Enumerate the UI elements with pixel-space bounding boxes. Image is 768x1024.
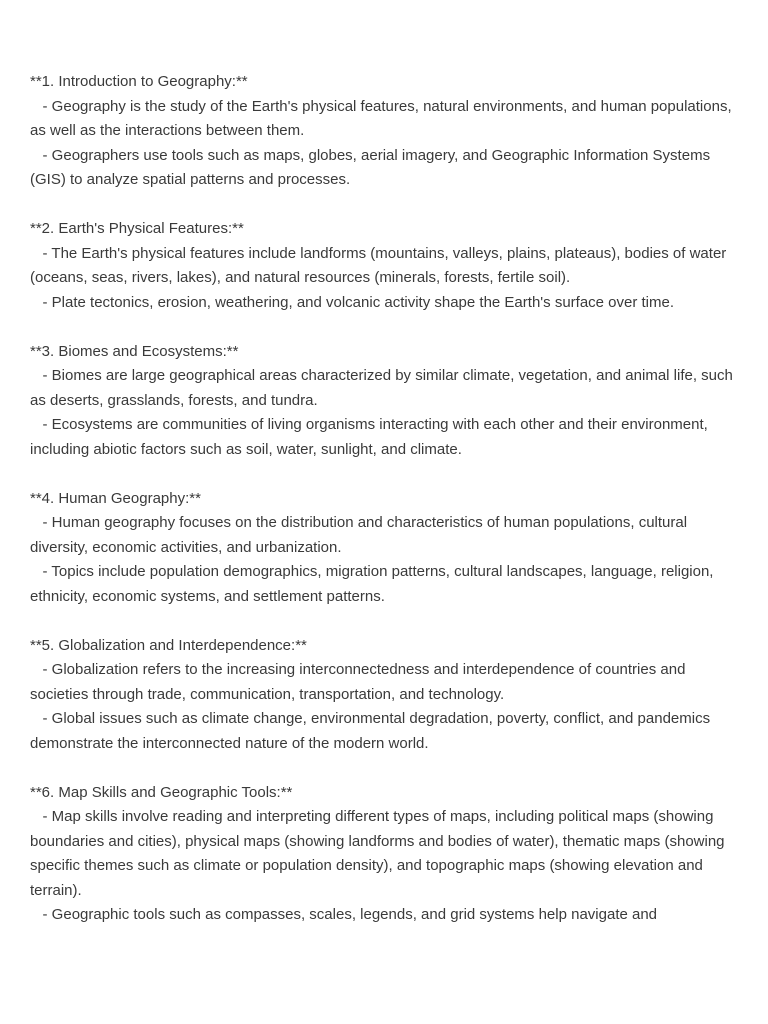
section-heading: **4. Human Geography:** (30, 489, 201, 507)
section-map-skills (30, 781, 742, 928)
bullet-point: - Plate tectonics, erosion, weathering, and volcanic activity shape the Earth's surface over time. (30, 293, 675, 311)
section-biomes (30, 340, 742, 463)
document-body (30, 70, 742, 952)
bullet-point: - Ecosystems are communities of living organisms interacting with each other and their environment, including abiotic factors such as soil, water, sunlight, and climate. (30, 416, 712, 458)
bullet-point: - Globalization refers to the increasing interconnectedness and interdependence of countries and societies through trade, communication, transportation, and technology. (30, 661, 690, 703)
bullet-point: - The Earth's physical features include landforms (mountains, valleys, plains, plateaus), bodies of water (oceans, seas, rivers, lakes), and natural resources (minerals, forests, fertile soil). (30, 244, 731, 286)
section-globalization (30, 634, 742, 757)
section-heading: **2. Earth's Physical Features:** (30, 220, 244, 237)
bullet-point: - Human geography focuses on the distribution and characteristics of human populations, cultural diversity, economic activities, and urbanization. (30, 514, 692, 556)
bullet-point: - Geographic tools such as compasses, scales, legends, and grid systems help navigate and (30, 906, 658, 923)
section-physical-features (30, 217, 742, 315)
bullet-point: - Geography is the study of the Earth's physical features, natural environments, and human populations, as well as the interactions between them. (30, 97, 736, 139)
section-human-geography (30, 487, 742, 610)
section-heading: **5. Globalization and Interdependence:** (30, 636, 307, 654)
bullet-point: - Geographers use tools such as maps, globes, aerial imagery, and Geographic Information Systems (GIS) to analyze spatial patterns and processes. (30, 146, 715, 188)
section-introduction (30, 70, 742, 193)
bullet-point: - Global issues such as climate change, environmental degradation, poverty, conflict, and pandemics demonstrate the interconnected nature of the modern world. (30, 710, 715, 752)
bullet-point: - Map skills involve reading and interpreting different types of maps, including political maps (showing boundaries and cities), physical maps (showing landforms and bodies of water), thematic maps (showing specific themes such as climate or population density), and topographic maps (showing elevation and terrain). (30, 808, 729, 899)
section-heading: **3. Biomes and Ecosystems:** (30, 342, 239, 360)
section-heading: **1. Introduction to Geography:** (30, 73, 248, 90)
bullet-point: - Biomes are large geographical areas characterized by similar climate, vegetation, and animal life, such as deserts, grasslands, forests, and tundra. (30, 367, 738, 409)
section-heading: **6. Map Skills and Geographic Tools:** (30, 783, 293, 801)
bullet-point: - Topics include population demographics, migration patterns, cultural landscapes, language, religion, ethnicity, economic systems, and settlement patterns. (30, 563, 718, 605)
